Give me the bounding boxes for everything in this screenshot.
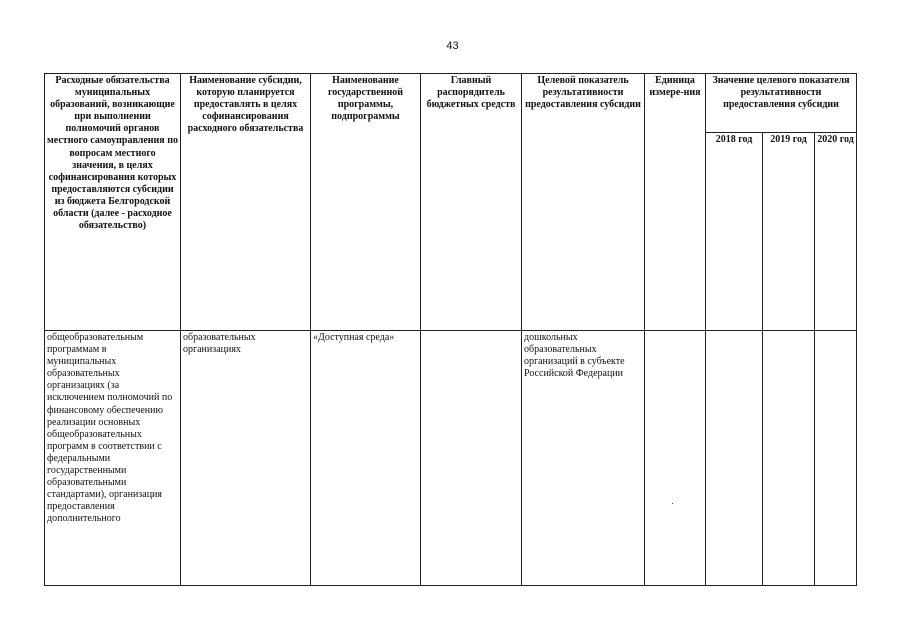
cell-value-2020 [815,331,857,586]
cell-program-name: «Доступная среда» [311,331,421,586]
cell-unit [645,331,706,586]
header-subsidy-name: Наименование субсидии, которую планируется предоставлять в целях софинансирования расходного обязательства [181,74,311,331]
header-target-indicator: Целевой показатель результативности предоставления субсидии [522,74,645,331]
cell-expense-obligation: общеобразовательным программам в муниципальных образовательных организациях (за исключением полномочий по финансовому обеспечению реализации основных общеобразовательных программ в соответствии с федеральными государственными образовательными стандартами), организация предоставления дополнительного [45,331,181,586]
header-row [45,74,857,133]
header-indicator-value: Значение целевого показателя результативности предоставления субсидии [706,74,857,133]
header-year-2019: 2019 год [763,133,815,331]
header-year-2018: 2018 год [706,133,763,331]
header-year-2020: 2020 год [815,133,857,331]
cell-subsidy-name: образовательных организациях [181,331,311,586]
header-expense-obligations: Расходные обязательства муниципальных образований, возникающие при выполнении полномочий органов местного самоуправления по вопросам местного значения, в целях софинансирования которых предоставляются субсидии из бюджета Белгородской области (далее - расходное обязательство) [45,74,181,331]
header-budget-administrator: Главный распорядитель бюджетных средств [421,74,522,331]
cell-value-2019 [763,331,815,586]
table-row [45,331,857,586]
page-number: 43 [446,40,459,52]
cell-budget-administrator [421,331,522,586]
cell-value-2018 [706,331,763,586]
cell-target-indicator: дошкольных образовательных организаций в субъекте Российской Федерации [522,331,645,586]
subsidy-table [44,73,857,586]
scan-speck [672,503,673,504]
header-program-name: Наименование государственной программы, подпрограммы [311,74,421,331]
header-unit: Единица измере-ния [645,74,706,331]
